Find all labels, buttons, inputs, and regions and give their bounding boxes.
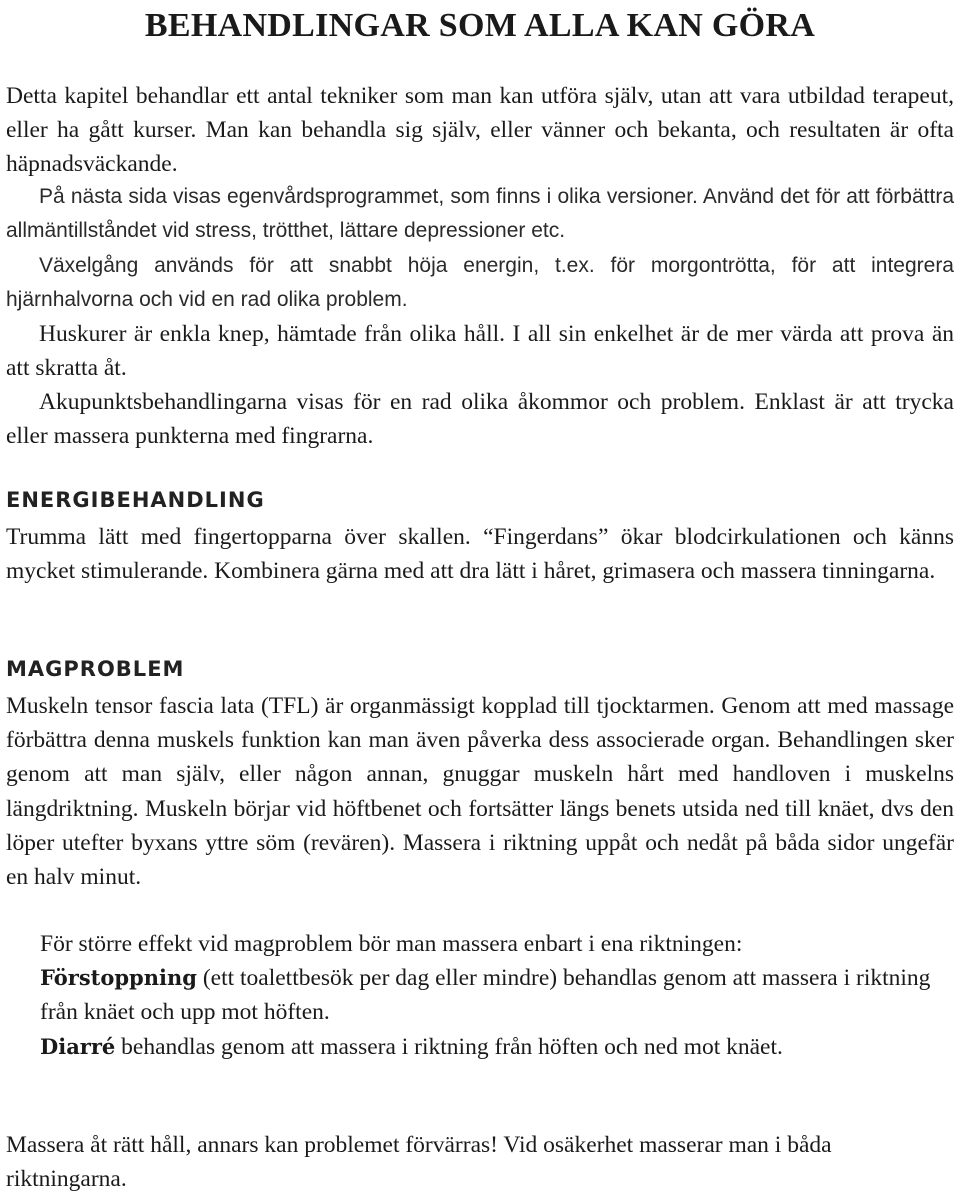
diarre-label: Diarré — [40, 1033, 116, 1059]
egenvard-paragraph: På nästa sida visas egenvårdsprogrammet, som finns i olika versioner. Använd det för att förbättra allmäntillståndet vid stress, trötthet, lättare depressioner etc. — [6, 185, 954, 243]
vaxelgang-paragraph: Växelgång används för att snabbt höja energin, t.ex. för morgontrötta, för att integrera hjärnhalvorna och vid en rad olika problem. — [6, 254, 954, 312]
energibehandling-text: Trumma lätt med fingertopparna över skallen. “Fingerdans” ökar blodcirkulationen och känns mycket stimulerande. Kombinera gärna med att dra lätt i håret, grimasera och massera tinningarna. — [6, 524, 954, 585]
effect-line: För större effekt vid magproblem bör man massera enbart i ena riktningen: — [40, 931, 743, 957]
energibehandling-heading: ENERGIBEHANDLING — [6, 488, 265, 512]
closing-paragraph: Massera åt rätt håll, annars kan problemet förvärras! Vid osäkerhet masserar man i båda riktningarna. — [6, 1132, 832, 1193]
magproblem-text: Muskeln tensor fascia lata (TFL) är organmässigt kopplad till tjocktarmen. Genom att med massage förbättra denna muskels funktion kan man även påverka dess associerade organ. Behandlingen sker genom att man själv, eller någon annan, gnuggar muskeln hårt med handloven i muskelns längdriktning. Muskeln börjar vid höftbenet och fortsätter längs benets utsida ned till knäet, dvs den löper utefter byxans yttre söm (revären). Massera i riktning uppåt och nedåt på båda sidor ungefär en halv minut. — [6, 693, 954, 891]
diarre-item — [40, 1030, 940, 1064]
treatment-direction-block — [40, 927, 940, 1064]
huskurer-paragraph: Huskurer är enkla knep, hämtade från olika håll. I all sin enkelhet är de mer värda att prova än att skratta åt. — [6, 321, 954, 382]
magproblem-heading: MAGPROBLEM — [6, 657, 185, 681]
forstoppning-text: (ett toalettbesök per dag eller mindre) behandlas genom att massera i riktning från knäet och upp mot höften. — [40, 965, 931, 1026]
page-title: BEHANDLINGAR SOM ALLA KAN GÖRA — [144, 7, 816, 44]
intro-paragraph: Detta kapitel behandlar ett antal tekniker som man kan utföra själv, utan att vara utbildad terapeut, eller ha gått kurser. Man kan behandla sig själv, eller vänner och bekanta, och resultaten är ofta häpnadsväckande. — [6, 83, 954, 178]
forstoppning-item — [40, 961, 940, 1029]
diarre-text: behandlas genom att massera i riktning från höften och ned mot knäet. — [115, 1033, 783, 1060]
akupunkt-paragraph: Akupunktsbehandlingarna visas för en rad olika åkommor och problem. Enklast är att trycka eller massera punkterna med fingrarna. — [6, 389, 954, 450]
forstoppning-label: Förstoppning — [40, 965, 197, 991]
